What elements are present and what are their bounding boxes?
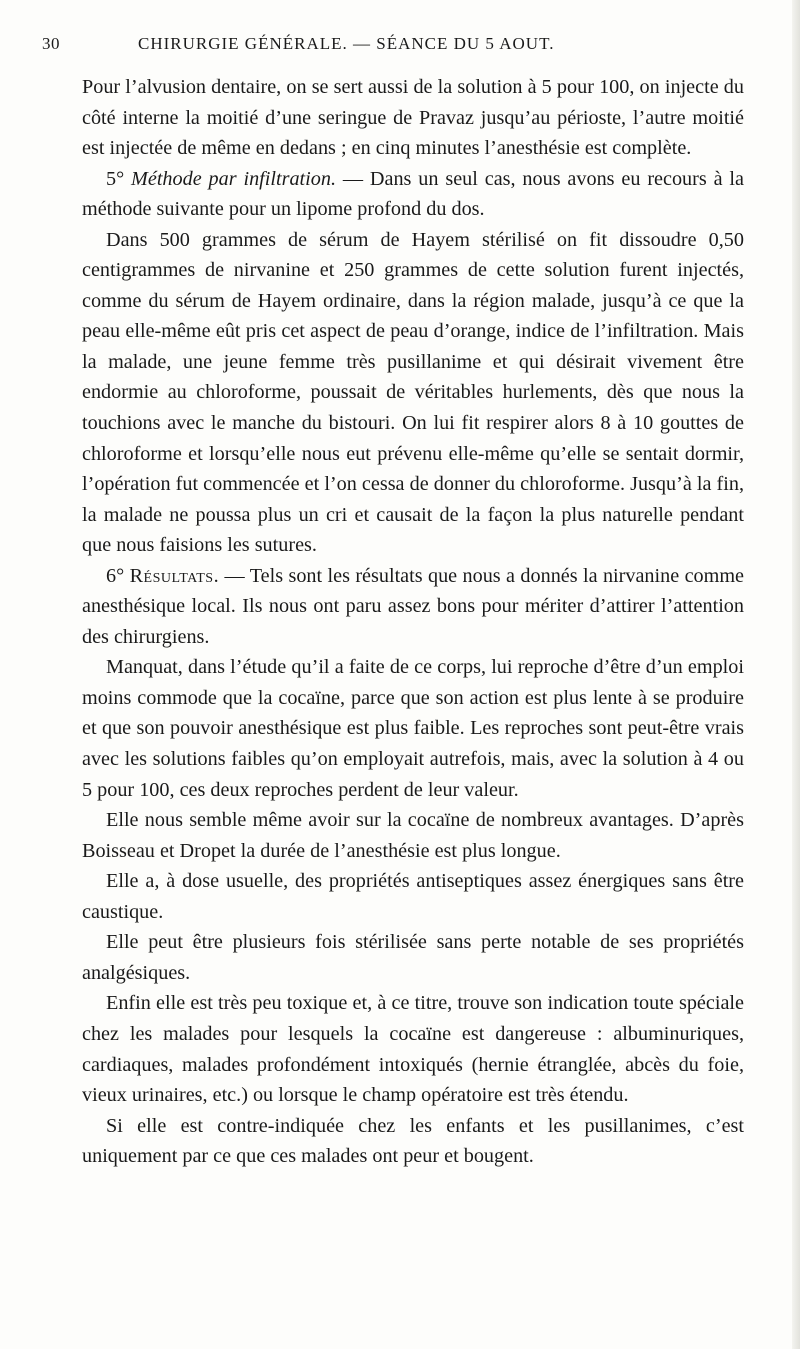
page-number: 30	[42, 34, 60, 53]
paragraph-text: Elle nous semble même avoir sur la cocaïne de nombreux avantages. D’après Boisseau et Dropet la durée de l’anesthésie est plus longue.	[82, 809, 744, 862]
section-title: Méthode par infiltration.	[131, 167, 336, 190]
body-text	[82, 72, 744, 1172]
paragraph-toxicity	[82, 988, 744, 1110]
paragraph-sterilized	[82, 927, 744, 988]
paragraph-text: Pour l’alvusion dentaire, on se sert aussi de la solution à 5 pour 100, on injecte du côté interne la moitié d’une seringue de Pravaz jusqu’au périoste, l’autre moitié est injectée de même en dedans ; en cinq minutes l’anesthésie est complète.	[82, 76, 744, 160]
running-header	[42, 34, 742, 62]
paragraph-alvusion	[82, 72, 744, 164]
paragraph-text: Dans 500 grammes de sérum de Hayem stérilisé on fit dissoudre 0,50 centigrammes de nirvanine et 250 grammes de cette solution furent injectés, comme du sérum de Hayem ordinaire, dans la région malade, jusqu’à ce que la peau elle-même eût pris cet aspect de peau d’orange, indice de l’infiltration. Mais la malade, une jeune femme très pusillanime et qui désirait vivement être endormie au chloroforme, poussait de véritables hurlements, dès que nous la touchions avec le manche du bistouri. On lui fit respirer alors 8 à 10 gouttes de chloroforme et lorsqu’elle nous eut prévenu elle-même qu’elle se sentait dormir, l’opération fut commencée et l’on cessa de donner du chloroforme. Jusqu’à la fin, la malade ne poussa plus un cri et causait de la façon la plus naturelle pendant que nous faisions les sutures.	[82, 228, 744, 557]
section-number: 5°	[106, 167, 132, 190]
paragraph-results	[82, 561, 744, 653]
paragraph-antiseptic	[82, 866, 744, 927]
paragraph-text: Si elle est contre-indiquée chez les enfants et les pusillanimes, c’est uniquement par ce que ces malades ont peur et bougent.	[82, 1114, 744, 1168]
paragraph-text: — Tels sont les résultats que nous a donnés la nirvanine comme anesthésique local. Ils nous ont paru assez bons pour mériter d’attirer l’attention des chirurgiens.	[82, 564, 744, 648]
page-edge	[792, 0, 800, 1349]
paragraph-text: — Dans un seul cas, nous avons eu recours à la méthode suivante pour un lipome profond du dos.	[82, 167, 744, 221]
paragraph-text: Elle a, à dose usuelle, des propriétés antiseptiques assez énergiques sans être caustique.	[82, 870, 744, 923]
paragraph-contraindication	[82, 1111, 744, 1172]
paragraph-method-infiltration	[82, 164, 744, 225]
paragraph-text: Elle peut être plusieurs fois stérilisée sans perte notable de ses propriétés analgésiques.	[82, 931, 744, 984]
paragraph-manquat	[82, 652, 744, 805]
paragraph-text: Manquat, dans l’étude qu’il a faite de ce corps, lui reproche d’être d’un emploi moins commode que la cocaïne, parce que son action est plus lente à se produire et que son pouvoir anesthésique est plus faible. Les reproches sont peut-être vrais avec les solutions faibles qu’on employait autrefois, mais, avec la solution à 4 ou 5 pour 100, ces deux reproches perdent de leur valeur.	[82, 656, 744, 801]
paragraph-serum	[82, 225, 744, 561]
section-title: Résultats.	[129, 564, 220, 587]
paragraph-text: Enfin elle est très peu toxique et, à ce titre, trouve son indication toute spéciale chez les malades pour lesquels la cocaïne est dangereuse : albuminuriques, cardiaques, malades profondément intoxiqués (hernie étranglée, abcès du foie, vieux urinaires, etc.) ou lorsque le champ opératoire est très étendu.	[82, 992, 744, 1107]
section-number: 6°	[106, 564, 130, 587]
paragraph-advantages	[82, 805, 744, 866]
running-title: CHIRURGIE GÉNÉRALE. — SÉANCE DU 5 AOUT.	[138, 34, 555, 53]
